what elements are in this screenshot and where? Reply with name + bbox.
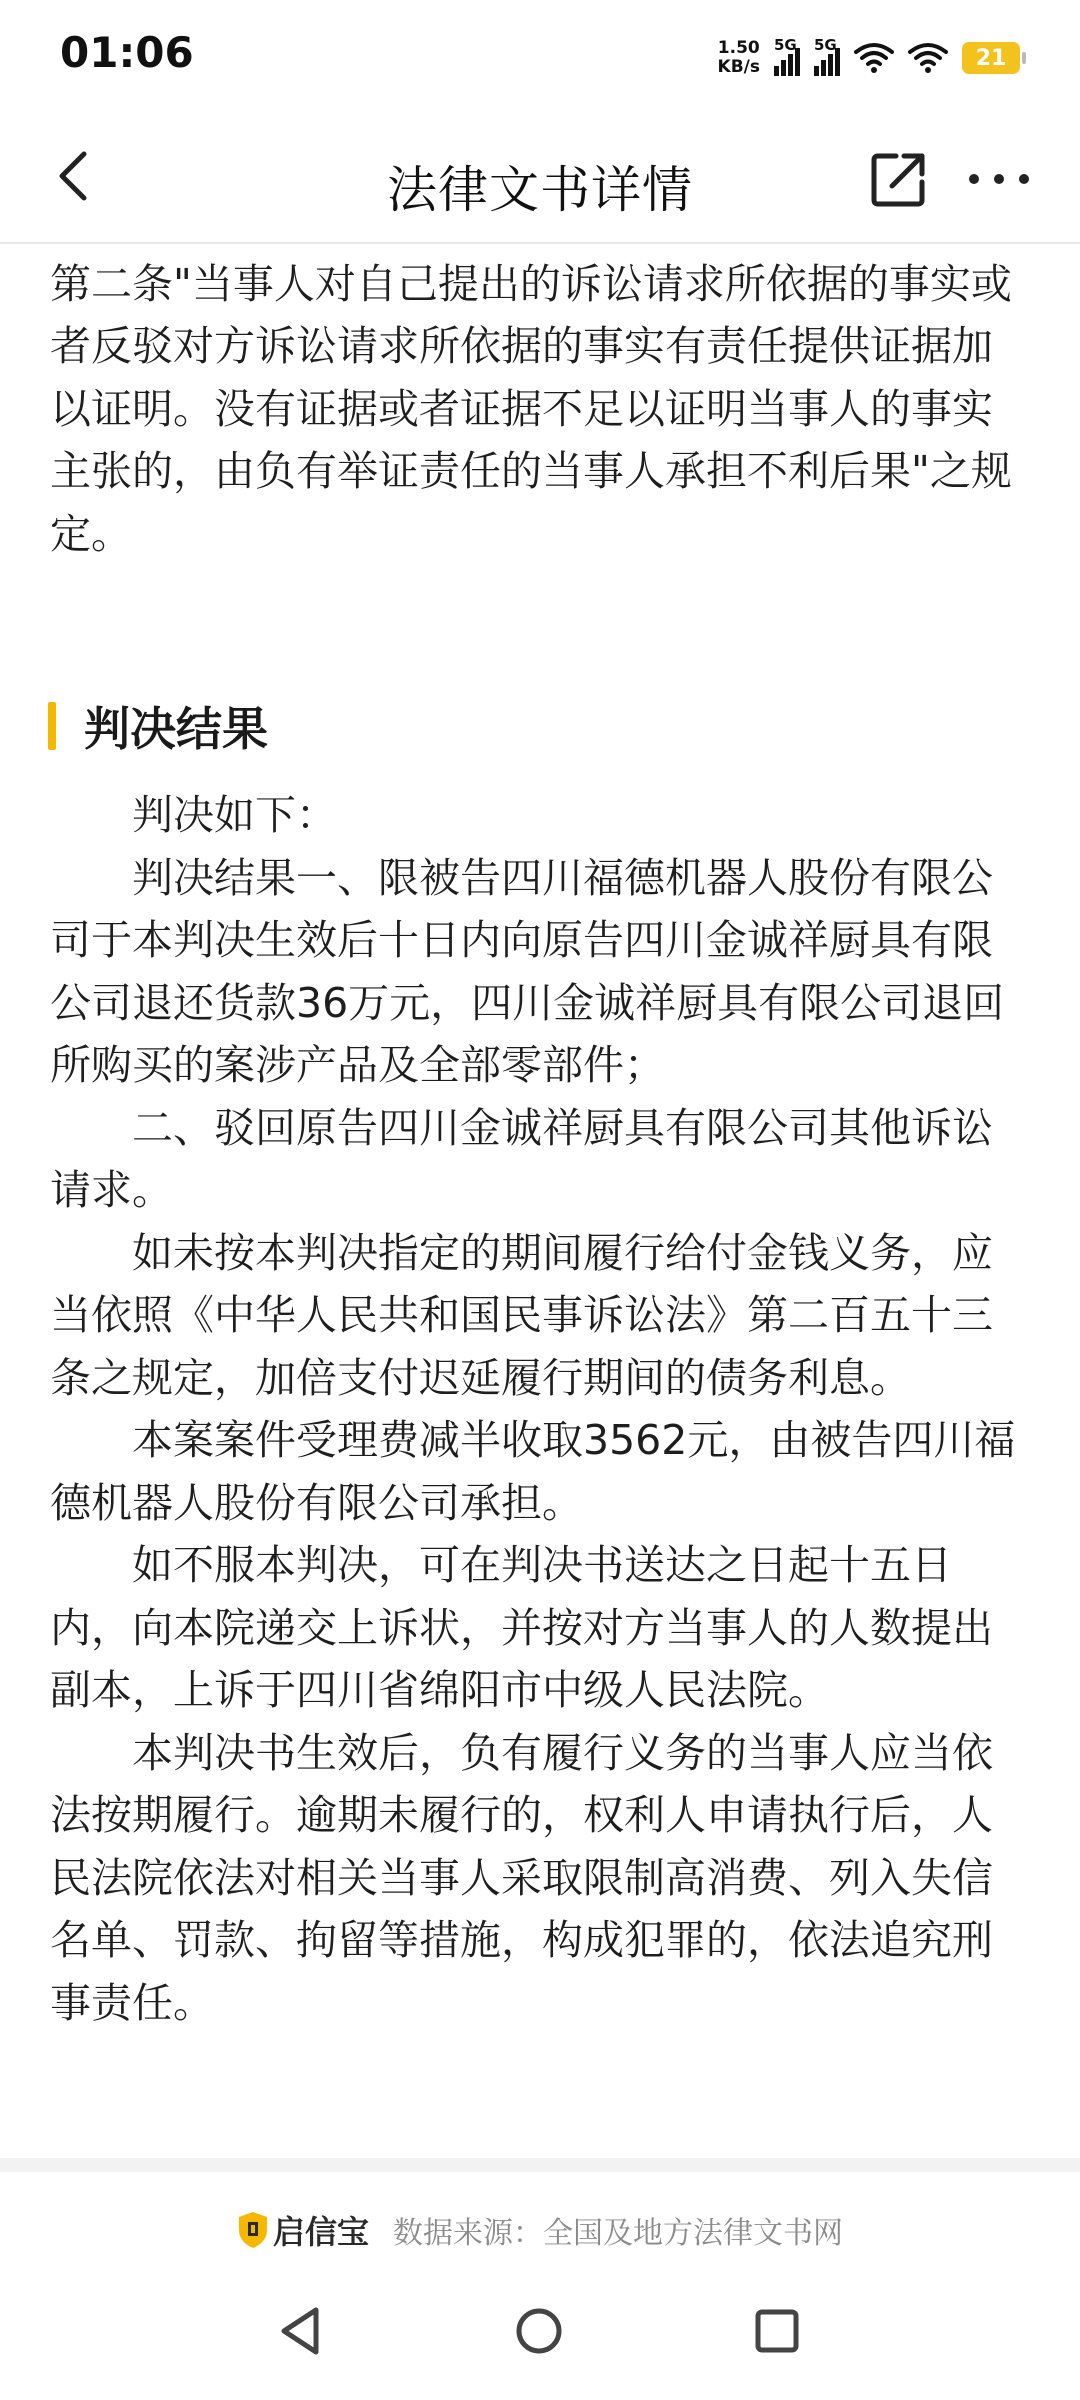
document-content[interactable]: [0, 244, 1080, 2160]
share-icon[interactable]: [868, 148, 930, 210]
section-title: 判决结果: [84, 702, 268, 756]
status-icons: [718, 36, 1020, 80]
judgment-paragraph: 如未按本判决指定的期间履行给付金钱义务，应当依照《中华人民共和国民事诉讼法》第二百五十三条之规定，加倍支付迟延履行期间的债务利息。: [50, 1228, 993, 1402]
data-source-text: 数据来源：全国及地方法律文书网: [393, 2216, 843, 2251]
qixinbao-shield-icon: [237, 2210, 269, 2250]
signal-icon: [814, 36, 840, 76]
judgment-paragraph: 本判决书生效后，负有履行义务的当事人应当依法按期履行。逾期未履行的，权利人申请执行后，人民法院依法对相关当事人采取限制高消费、列入失信名单、罚款、拘留等措施，构成犯罪的，依法追究刑事责任。: [50, 1728, 993, 2027]
circle-home-icon[interactable]: [504, 2296, 574, 2366]
judgment-paragraph: 本案案件受理费减半收取3562元，由被告四川福德机器人股份有限公司承担。: [50, 1416, 1016, 1527]
page-title: 法律文书详情: [387, 161, 693, 219]
battery-level: 21: [975, 45, 1007, 71]
preceding-paragraph: 第二条"当事人对自己提出的诉讼请求所依据的事实或者反驳对方诉讼请求所依据的事实有责任提供证据加以证明。没有证据或者证据不足以证明当事人的事实主张的，由负有举证责任的当事人承担不利后果"之规定。: [50, 259, 1012, 558]
logo-text: 启信宝: [272, 2213, 369, 2251]
judgment-paragraph: 二、驳回原告四川金诚祥厨具有限公司其他诉讼请求。: [50, 1103, 993, 1214]
qixinbao-logo: [237, 2207, 369, 2253]
sim2-label: 5G: [814, 36, 837, 54]
judgment-paragraph: 判决结果一、限被告四川福德机器人股份有限公司于本判决生效后十日内向原告四川金诚祥厨具有限公司退还货款36万元，四川金诚祥厨具有限公司退回所购买的案涉产品及全部零部件；: [50, 853, 1005, 1089]
system-nav-bar: [0, 2270, 1080, 2400]
wifi-icon: [908, 42, 948, 74]
status-time: 01:06: [60, 28, 194, 77]
judgment-paragraph: 判决如下：: [132, 791, 337, 839]
wifi-icon: [854, 42, 894, 74]
source-footer: [0, 2196, 1080, 2264]
network-speed: [718, 39, 760, 77]
section-accent-bar: [48, 702, 56, 750]
section-header: [48, 696, 268, 756]
nav-bar: [0, 112, 1080, 242]
battery-icon: [962, 42, 1020, 74]
signal-icon: [774, 36, 800, 76]
status-bar: [0, 0, 1080, 112]
network-speed-unit: KB/s: [717, 57, 760, 77]
judgment-body: [50, 784, 1032, 2034]
square-recents-icon[interactable]: [742, 2296, 812, 2366]
judgment-paragraph: 如不服本判决，可在判决书送达之日起十五日内，向本院递交上诉状，并按对方当事人的人数提出副本，上诉于四川省绵阳市中级人民法院。: [50, 1541, 993, 1714]
network-speed-value: 1.50: [717, 38, 760, 58]
more-dots-icon[interactable]: [964, 148, 1034, 210]
content-footer-divider: [0, 2158, 1080, 2172]
triangle-back-icon[interactable]: [266, 2296, 336, 2366]
sim1-label: 5G: [774, 36, 797, 54]
